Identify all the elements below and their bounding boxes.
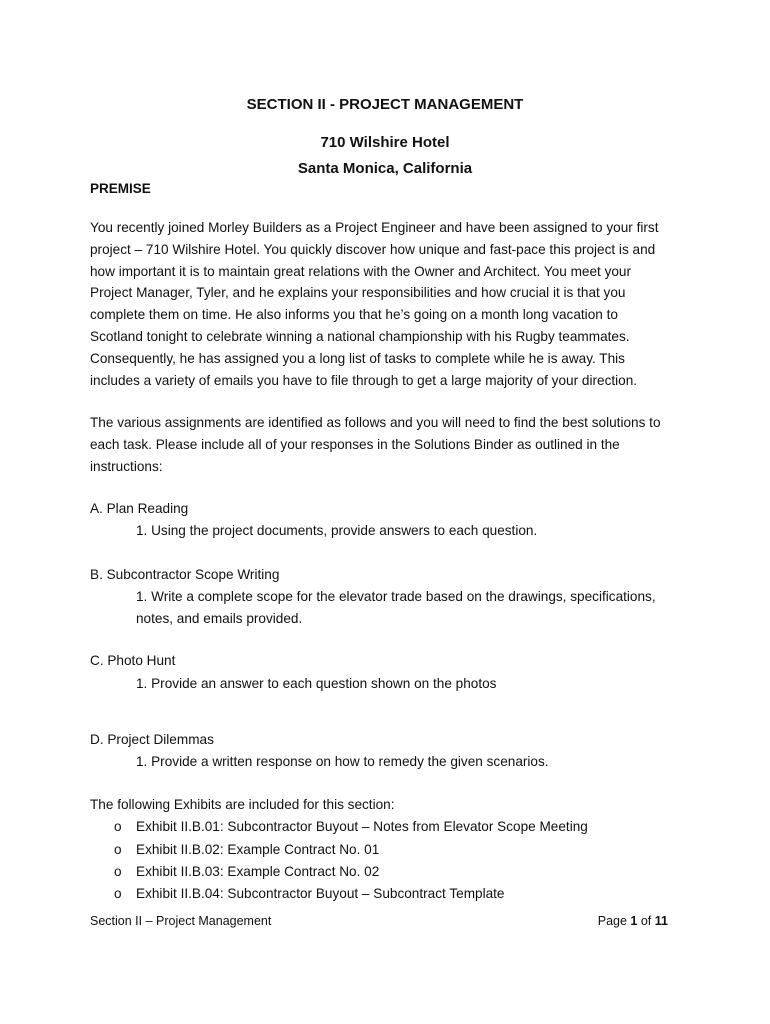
page-total: 11 [654, 914, 668, 928]
premise-line: Project Manager, Tyler, and he explains your responsibilities and how crucial it is that you [90, 285, 626, 301]
exhibit-label: Exhibit II.B.04: Subcontractor Buyout – Subcontract Template [136, 886, 505, 901]
task-d-label: D. Project Dilemmas [90, 732, 214, 747]
premise-heading: PREMISE [90, 181, 151, 196]
task-b-item [136, 586, 681, 630]
task-c-item: 1. Provide an answer to each question shown on the photos [136, 676, 497, 691]
task-b-label: B. Subcontractor Scope Writing [90, 567, 280, 582]
project-name: 710 Wilshire Hotel [320, 134, 450, 151]
page-of: of [640, 914, 652, 928]
task-a-label: A. Plan Reading [90, 501, 189, 516]
task-a-item: 1. Using the project documents, provide answers to each question. [136, 523, 538, 538]
assignments-paragraph [90, 412, 680, 477]
exhibits-intro: The following Exhibits are included for this section: [90, 797, 395, 812]
exhibit-item [114, 886, 505, 901]
footer-section-label: Section II – Project Management [90, 914, 272, 928]
assignments-line: The various assignments are identified as follows and you will need to find the best solutions to [90, 415, 661, 430]
assignments-line: instructions: [90, 458, 163, 474]
premise-line: includes a variety of emails you have to file through to get a large majority of your direction. [90, 372, 638, 388]
bullet-icon: o [114, 819, 122, 834]
assignments-line: each task. Please include all of your responses in the Solutions Binder as outlined in the [90, 436, 620, 452]
task-c-label: C. Photo Hunt [90, 653, 176, 668]
task-b-item-line: notes, and emails provided. [136, 610, 303, 626]
task-d-item: 1. Provide a written response on how to remedy the given scenarios. [136, 754, 549, 769]
page-current: 1 [630, 914, 638, 928]
footer-page-number [598, 914, 668, 928]
premise-line: Consequently, he has assigned you a long list of tasks to complete while he is away. This [90, 350, 625, 366]
bullet-icon: o [114, 842, 122, 857]
task-b-item-line: 1. Write a complete scope for the elevator trade based on the drawings, specifications, [136, 589, 656, 604]
premise-line: project – 710 Wilshire Hotel. You quickly discover how unique and fast-pace this project is and [90, 241, 656, 257]
exhibit-item [114, 864, 379, 879]
premise-line: how important it is to maintain great relations with the Owner and Architect. You meet your [90, 263, 632, 279]
premise-line: complete them on time. He also informs you that he’s going on a month long vacation to [90, 307, 618, 323]
exhibit-item [114, 842, 379, 857]
project-location: Santa Monica, California [297, 160, 473, 177]
exhibit-label: Exhibit II.B.02: Example Contract No. 01 [136, 842, 380, 857]
exhibit-item [114, 819, 588, 834]
bullet-icon: o [114, 864, 122, 879]
premise-line: You recently joined Morley Builders as a Project Engineer and have been assigned to your first [90, 220, 659, 235]
page-word: Page [597, 914, 627, 928]
exhibit-label: Exhibit II.B.03: Example Contract No. 02 [136, 864, 380, 879]
premise-paragraph [90, 217, 680, 391]
exhibit-label: Exhibit II.B.01: Subcontractor Buyout – Notes from Elevator Scope Meeting [136, 819, 588, 834]
premise-line: Scotland tonight to celebrate winning a national championship with his Rugby teammates. [90, 328, 630, 344]
section-title: SECTION II - PROJECT MANAGEMENT [246, 96, 524, 113]
bullet-icon: o [114, 886, 122, 901]
